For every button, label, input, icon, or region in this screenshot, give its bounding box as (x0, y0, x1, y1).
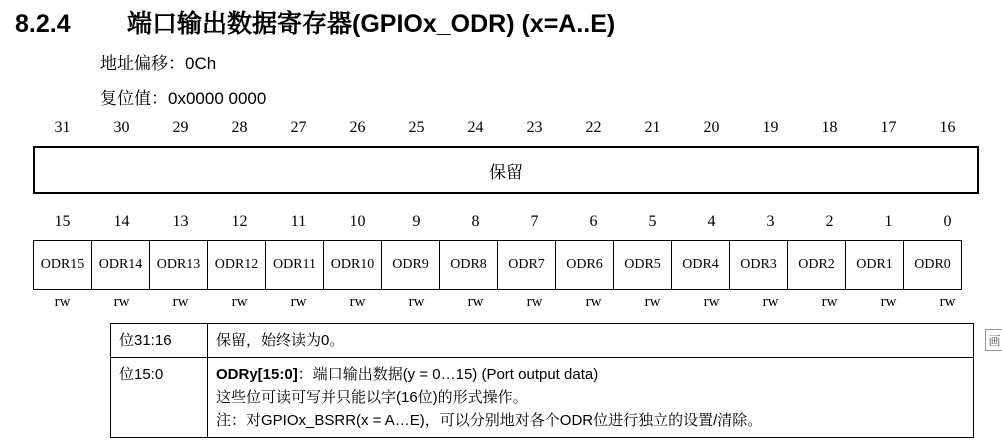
upper-bit-numbers (33, 119, 977, 137)
bit-number: 6 (589, 213, 598, 230)
bit-number: 19 (762, 119, 779, 136)
section-number: 8.2.4 (15, 10, 71, 38)
bit-number: 10 (349, 213, 366, 230)
description-line: 保留，始终读为0。 (216, 332, 345, 349)
bit-number: 20 (703, 119, 720, 136)
odr-field-cell: ODR11 (265, 240, 324, 290)
bit-number: 13 (172, 213, 189, 230)
access-label: rw (585, 294, 602, 310)
bit-number: 3 (766, 213, 775, 230)
bit-description-table (110, 323, 974, 438)
side-panel-icon[interactable]: 画 (985, 329, 1002, 351)
bit-number: 26 (349, 119, 366, 136)
bit-number: 9 (412, 213, 421, 230)
description-line: 这些位可读可写并只能以字(16位)的形式操作。 (216, 389, 528, 406)
reserved-field: 保留 (33, 146, 979, 194)
odr-field-cell: ODR14 (91, 240, 150, 290)
bit-number: 4 (707, 213, 716, 230)
field-summary: ：端口输出数据(y = 0…15) (Port output data) (297, 366, 599, 383)
bit-number: 24 (467, 119, 484, 136)
description-line: 注：对GPIOx_BSRR(x = A…E)，可以分别地对各个ODR位进行独立的设置/清除。 (216, 412, 763, 429)
bit-number: 16 (939, 119, 956, 136)
description-line (216, 363, 965, 386)
bit-number: 27 (290, 119, 307, 136)
access-label: rw (703, 294, 720, 310)
bit-number: 7 (530, 213, 539, 230)
odr-field-cell: ODR1 (845, 240, 904, 290)
odr-field-cell: ODR15 (33, 240, 92, 290)
bit-number: 30 (113, 119, 130, 136)
access-label: rw (290, 294, 307, 310)
table-row (111, 358, 974, 438)
odr-field-cell: ODR12 (207, 240, 266, 290)
odr-field-row (33, 240, 977, 290)
access-label: rw (526, 294, 543, 310)
bit-number: 31 (54, 119, 71, 136)
bit-number: 5 (648, 213, 657, 230)
bit-number: 28 (231, 119, 248, 136)
bits-cell: 位31:16 (111, 324, 208, 358)
access-label: rw (172, 294, 189, 310)
field-name: ODRy[15:0] (216, 366, 298, 383)
bit-number: 21 (644, 119, 661, 136)
access-label: rw (113, 294, 130, 310)
reset-value: 复位值：0x0000 0000 (100, 89, 267, 108)
access-label: rw (54, 294, 71, 310)
bit-number: 8 (471, 213, 480, 230)
bit-number: 17 (880, 119, 897, 136)
odr-field-cell: ODR13 (149, 240, 208, 290)
access-label: rw (880, 294, 897, 310)
odr-field-cell: ODR0 (903, 240, 962, 290)
address-offset: 地址偏移：0Ch (100, 54, 217, 73)
section-heading (15, 4, 615, 40)
access-label: rw (762, 294, 779, 310)
bit-number: 0 (943, 213, 952, 230)
bit-number: 23 (526, 119, 543, 136)
bit-number: 11 (290, 213, 307, 230)
lower-bit-numbers (33, 213, 977, 231)
access-label: rw (821, 294, 838, 310)
access-label: rw (349, 294, 366, 310)
bit-number: 25 (408, 119, 425, 136)
bit-number: 29 (172, 119, 189, 136)
bit-number: 14 (113, 213, 130, 230)
access-label: rw (408, 294, 425, 310)
access-row (33, 294, 977, 311)
odr-field-cell: ODR4 (671, 240, 730, 290)
odr-field-cell: ODR5 (613, 240, 672, 290)
bit-number: 22 (585, 119, 602, 136)
odr-field-cell: ODR10 (323, 240, 382, 290)
table-row (111, 324, 974, 358)
description-cell (208, 358, 974, 438)
bit-number: 12 (231, 213, 248, 230)
description-cell (208, 324, 974, 358)
access-label: rw (939, 294, 956, 310)
bit-number: 18 (821, 119, 838, 136)
odr-field-cell: ODR6 (555, 240, 614, 290)
bits-cell: 位15:0 (111, 358, 208, 438)
odr-field-cell: ODR2 (787, 240, 846, 290)
odr-field-cell: ODR9 (381, 240, 440, 290)
odr-field-cell: ODR3 (729, 240, 788, 290)
access-label: rw (231, 294, 248, 310)
access-label: rw (467, 294, 484, 310)
odr-field-cell: ODR7 (497, 240, 556, 290)
bit-number: 15 (54, 213, 71, 230)
bit-number: 1 (884, 213, 893, 230)
bit-number: 2 (825, 213, 834, 230)
odr-field-cell: ODR8 (439, 240, 498, 290)
access-label: rw (644, 294, 661, 310)
section-title: 端口输出数据寄存器(GPIOx_ODR) (x=A..E) (127, 10, 616, 38)
